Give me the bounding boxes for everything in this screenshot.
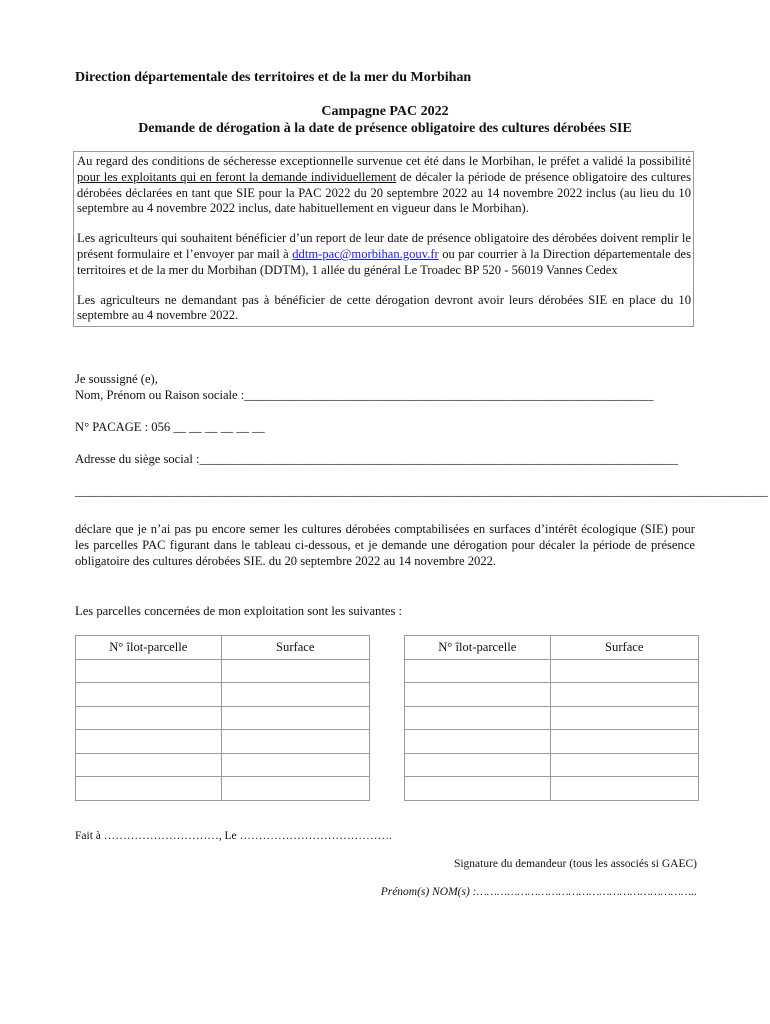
col-header-surface: Surface [221, 636, 370, 660]
table-row [405, 659, 699, 683]
surface-cell[interactable] [221, 706, 370, 730]
col-header-ilot-parcelle: N° îlot-parcelle [76, 636, 222, 660]
ilot-cell[interactable] [405, 730, 551, 754]
col-header-surface: Surface [550, 636, 699, 660]
table-row [76, 659, 370, 683]
col-header-ilot-parcelle: N° îlot-parcelle [405, 636, 551, 660]
individual-request-underline: pour les exploitants qui en feront la demande individuellement [77, 169, 397, 184]
table-row [405, 683, 699, 707]
ilot-cell[interactable] [76, 730, 222, 754]
table-row [405, 706, 699, 730]
email-link[interactable]: ddtm-pac@morbihan.gouv.fr [292, 246, 439, 261]
names-field[interactable] [300, 886, 697, 898]
surface-cell[interactable] [550, 659, 699, 683]
table-row [76, 730, 370, 754]
name-field[interactable]: Nom, Prénom ou Raison sociale :_________________________________________________________________ [75, 388, 654, 402]
declaration-text: déclare que je n’ai pas pu encore semer les cultures dérobées comptabilisées en surfaces d’intérêt écologique (SIE) pour les parcelles PAC figurant dans le tableau ci-dessous, et je demande une dérogation pour décaler la période de présence obligatoire des cultures dérobées SIE. du 20 septembre 2022 au 14 novembre 2022. [75, 522, 695, 568]
info-paragraph-2: Les agriculteurs qui souhaitent bénéficier d’un report de leur date de présence obligatoire des dérobées doivent remplir le présent formulaire et l’envoyer par mail à ddtm-pac@morbihan.gouv.fr ou par courrier à la Direction départementale des territoires et de la mer du Morbihan (DDTM), 1 allée du général Le Troadec BP 520 - 56019 Vannes Cedex [77, 231, 692, 277]
ilot-cell[interactable] [405, 706, 551, 730]
address-field-line2[interactable]: ______________________________________________________________________________________________________________ [75, 484, 768, 498]
surface-cell[interactable] [221, 753, 370, 777]
ilot-cell[interactable] [76, 659, 222, 683]
surface-cell[interactable] [550, 753, 699, 777]
soussigne-label: Je soussigné (e), [75, 372, 158, 386]
parcels-table-left [75, 635, 370, 801]
surface-cell[interactable] [221, 730, 370, 754]
surface-cell[interactable] [221, 659, 370, 683]
names-label: Prénom(s) NOM(s) : [380, 886, 477, 898]
ilot-cell[interactable] [405, 753, 551, 777]
surface-cell[interactable] [550, 777, 699, 801]
pacage-field[interactable]: N° PACAGE : 056 __ __ __ __ __ __ [75, 420, 265, 434]
info-paragraph-1: Au regard des conditions de sécheresse exceptionnelle survenue cet été dans le Morbihan, le préfet a validé la possibilité pour les exploitants qui en feront la demande individuellement de décaler la période de présence obligatoire des cultures dérobées déclarées en tant que SIE pour la PAC 2022 du 20 septembre 2022 au 14 novembre 2022 inclus (au lieu du 10 septembre au 4 novembre 2022 inclus, date habituellement en vigueur dans le Morbihan). [77, 154, 691, 216]
surface-cell[interactable] [550, 683, 699, 707]
info-paragraph-3: Les agriculteurs ne demandant pas à bénéficier de cette dérogation devront avoir leurs dérobées SIE en place du 10 septembre au 4 novembre 2022. [77, 292, 691, 323]
parcels-table-right [404, 635, 699, 801]
ilot-cell[interactable] [76, 683, 222, 707]
table-row [76, 683, 370, 707]
campaign-title: Campagne PAC 2022 [321, 104, 449, 119]
info-box [73, 151, 694, 327]
table-row [76, 777, 370, 801]
signature-label: Signature du demandeur (tous les associés si GAEC) [453, 858, 697, 870]
ilot-cell[interactable] [76, 706, 222, 730]
names-dots: ……………………………………………………….. [476, 886, 697, 898]
ilot-cell[interactable] [405, 777, 551, 801]
parcels-intro: Les parcelles concernées de mon exploitation sont les suivantes : [75, 604, 402, 618]
ilot-cell[interactable] [76, 777, 222, 801]
address-field[interactable]: Adresse du siège social :____________________________________________________________________________ [75, 452, 679, 466]
request-title: Demande de dérogation à la date de présence obligatoire des cultures dérobées SIE [138, 121, 632, 136]
table-row [405, 730, 699, 754]
direction-header: Direction départementale des territoires et de la mer du Morbihan [75, 70, 472, 85]
surface-cell[interactable] [550, 730, 699, 754]
surface-cell[interactable] [221, 683, 370, 707]
ilot-cell[interactable] [76, 753, 222, 777]
table-row [76, 706, 370, 730]
table-row [405, 777, 699, 801]
place-date-field[interactable]: Fait à …………………………, Le …………………………………. [75, 830, 392, 842]
ilot-cell[interactable] [405, 659, 551, 683]
table-row [76, 753, 370, 777]
table-row [405, 753, 699, 777]
surface-cell[interactable] [550, 706, 699, 730]
ilot-cell[interactable] [405, 683, 551, 707]
surface-cell[interactable] [221, 777, 370, 801]
